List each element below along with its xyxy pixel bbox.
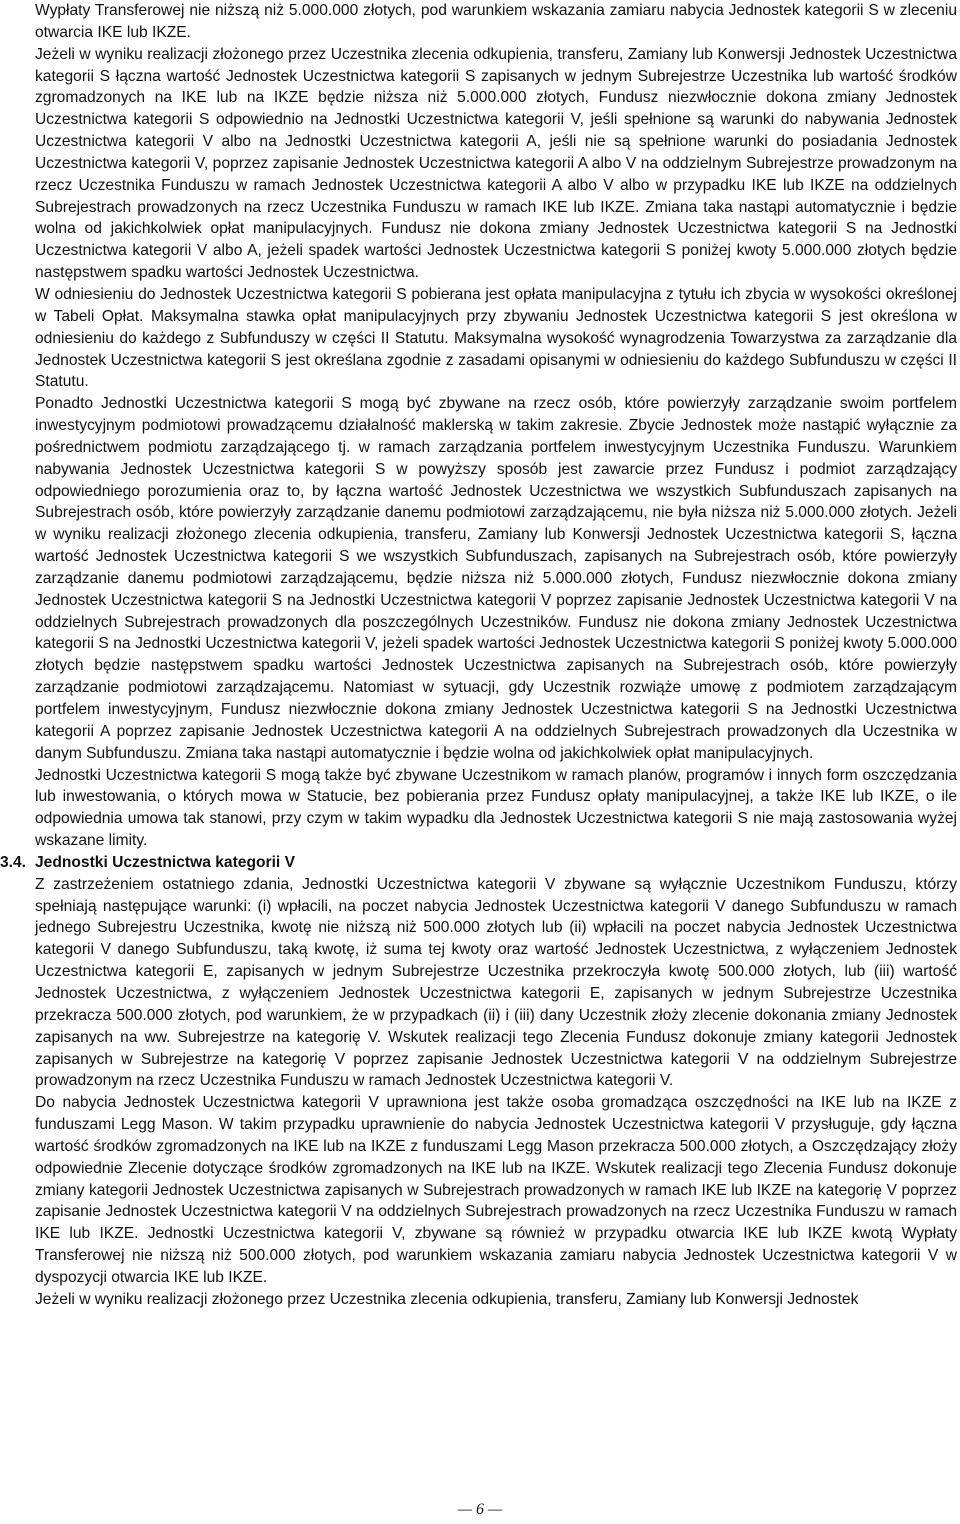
section-heading bbox=[0, 852, 957, 874]
paragraph: Do nabycia Jednostek Uczestnictwa kategorii V uprawniona jest także osoba gromadząca oszczędności na IKE lub na IKZE z funduszami Legg Mason. W takim przypadku uprawnienie do nabycia Jednostek Uczestnictwa kategorii V przysługuje, gdy łączna wartość środków zgromadzonych na IKE lub na IKZE z funduszami Legg Mason przekracza 500.000 złotych, a Oszczędzający złoży odpowiednie Zlecenie dotyczące środków zgromadzonych na IKE lub na IKZE. Wskutek realizacji tego Zlecenia Fundusz dokonuje zmiany kategorii Jednostek Uczestnictwa zapisanych w Subrejestrach prowadzonych w ramach IKE lub IKZE na kategorię V poprzez zapisanie Jednostek Uczestnictwa kategorii V na oddzielnych Subrejestrach prowadzonych na rzecz Uczestnika Funduszu w ramach IKE lub IKZE. Jednostki Uczestnictwa kategorii V, zbywane są również w przypadku otwarcia IKE lub IKZE kwotą Wypłaty Transferowej nie niższą niż 500.000 złotych, pod warunkiem wskazania zamiaru nabycia Jednostek Uczestnictwa kategorii V w dyspozycji otwarcia IKE lub IKZE. bbox=[35, 1094, 957, 1286]
paragraph: Ponadto Jednostki Uczestnictwa kategorii S mogą być zbywane na rzecz osób, które powierzyły zarządzanie swoim portfelem inwestycyjnym podmiotowi prowadzącemu działalność maklerską w takim zakresie. Zbycie Jednostek może nastąpić wyłącznie za pośrednictwem podmiotu zarządzającego tj. w ramach zarządzania portfelem inwestycyjnym Uczestnika Funduszu. Warunkiem nabywania Jednostek Uczestnictwa kategorii S w powyższy sposób jest zawarcie przez Fundusz i podmiot zarządzający odpowiedniego porozumienia oraz to, by łączna wartość Jednostek Uczestnictwa we wszystkich Subfunduszach zapisanych na Subrejestrach osób, które powierzyły zarządzanie danemu podmiotowi zarządzającemu, nie była niższa niż 5.000.000 złotych. Jeżeli w wyniku realizacji złożonego zlecenia odkupienia, transferu, Zamiany lub Konwersji Jednostek Uczestnictwa kategorii S, łączna wartość Jednostek Uczestnictwa kategorii S we wszystkich Subfunduszach, zapisanych na Subrejestrach osób, które powierzyły zarządzanie danemu podmiotowi zarządzającemu, będzie niższa niż 5.000.000 złotych, Fundusz niezwłocznie dokona zmiany Jednostek Uczestnictwa kategorii S na Jednostki Uczestnictwa kategorii V poprzez zapisanie Jednostek Uczestnictwa kategorii V na oddzielnych Subrejestrach prowadzonych dla poszczególnych Uczestników. Fundusz nie dokona zmiany Jednostek Uczestnictwa kategorii S na Jednostki Uczestnictwa kategorii V, jeżeli spadek wartości Jednostek Uczestnictwa kategorii S poniżej kwoty 5.000.000 złotych będzie następstwem spadku wartości Jednostek Uczestnictwa zapisanych na Subrejestrach osób, które powierzyły zarządzanie podmiotowi zarządzającemu. Natomiast w sytuacji, gdy Uczestnik rozwiąże umowę z podmiotem zarządzającym portfelem inwestycyjnym, Fundusz niezwłocznie dokona zmiany Jednostek Uczestnictwa kategorii S na Jednostki Uczestnictwa kategorii A poprzez zapisanie Jednostek Uczestnictwa kategorii A na oddzielnych Subrejestrach prowadzonych dla Uczestnika w danym Subfunduszu. Zmiana taka nastąpi automatycznie i będzie wolna od jakichkolwiek opłat manipulacyjnych. bbox=[35, 395, 957, 762]
paragraph: Jednostki Uczestnictwa kategorii S mogą także być zbywane Uczestnikom w ramach planów, programów i innych form oszczędzania lub inwestowania, o których mowa w Statucie, bez pobierania przez Fundusz opłaty manipulacyjnej, a także IKE lub IKZE, o ile odpowiednia umowa tak stanowi, przy czym w takim wypadku dla Jednostek Uczestnictwa kategorii S nie mają zastosowania wyżej wskazane limity. bbox=[35, 766, 957, 850]
paragraph: Z zastrzeżeniem ostatniego zdania, Jednostki Uczestnictwa kategorii V zbywane są wyłącznie Uczestnikom Funduszu, którzy spełniają następujące warunki: (i) wpłacili, na poczet nabycia Jednostek Uczestnictwa kategorii V danego Subfunduszu w ramach jednego Subrejestru Uczestnika, kwotę nie niższą niż 500.000 złotych lub (ii) wpłacili na poczet nabycia Jednostek Uczestnictwa kategorii V danego Subfunduszu, taką kwotę, iż suma tej kwoty oraz wartość Jednostek Uczestnictwa, z wyłączeniem Jednostek Uczestnictwa kategorii E, zapisanych w jednym Subrejestrze Uczestnika przekroczyła kwotę 500.000 złotych, lub (iii) wartość Jednostek Uczestnictwa, z wyłączeniem Jednostek Uczestnictwa kategorii E, zapisanych w jednym Subrejestrze Uczestnika przekracza 500.000 złotych, pod warunkiem, że w przypadkach (ii) i (iii) dany Uczestnik złoży zlecenie dokonania zmiany Jednostek zapisanych na ww. Subrejestrze na kategorię V. Wskutek realizacji tego Zlecenia Fundusz dokonuje zmiany kategorii Jednostek zapisanych w Subrejestrze na kategorię V poprzez zapisanie Jednostek Uczestnictwa kategorii V na oddzielnym Subrejestrze prowadzonym na rzecz Uczestnika Funduszu w ramach Jednostek Uczestnictwa kategorii V. bbox=[35, 875, 957, 1090]
section-number: 3.4. bbox=[0, 853, 27, 871]
paragraph: W odniesieniu do Jednostek Uczestnictwa kategorii S pobierana jest opłata manipulacyjna z tytułu ich zbycia w wysokości określonej w Tabeli Opłat. Maksymalna stawka opłat manipulacyjnych przy zbywaniu Jednostek Uczestnictwa kategorii S jest określona w odniesieniu do każdego z Subfunduszy w części II Statutu. Maksymalna wysokość wynagrodzenia Towarzystwa za zarządzanie dla Jednostek Uczestnictwa kategorii S jest określana zgodnie z zasadami opisanymi w odniesieniu do każdego Subfunduszu w części II Statutu. bbox=[35, 285, 957, 391]
paragraph: Jeżeli w wyniku realizacji złożonego przez Uczestnika zlecenia odkupienia, transferu, Zamiany lub Konwersji Jednostek bbox=[35, 1290, 859, 1308]
section-title: Jednostki Uczestnictwa kategorii V bbox=[35, 853, 295, 871]
paragraph: Wypłaty Transferowej nie niższą niż 5.000.000 złotych, pod warunkiem wskazania zamiaru nabycia Jednostek kategorii S w zleceniu otwarcia IKE lub IKZE. bbox=[35, 2, 957, 41]
paragraph: Jeżeli w wyniku realizacji złożonego przez Uczestnika zlecenia odkupienia, transferu, Zamiany lub Konwersji Jednostek Uczestnictwa kategorii S łączna wartość Jednostek Uczestnictwa kategorii S zapisanych w jednym Subrejestrze Uczestnika lub wartość środków zgromadzonych na IKE lub na IKZE będzie niższa niż 5.000.000 złotych, Fundusz niezwłocznie dokona zmiany Jednostek Uczestnictwa kategorii S odpowiednio na Jednostki Uczestnictwa kategorii V, jeśli spełnione są warunki do nabywania Jednostek Uczestnictwa kategorii V albo na Jednostki Uczestnictwa kategorii A, jeśli nie są spełnione warunki do posiadania Jednostek Uczestnictwa kategorii V, poprzez zapisanie Jednostek Uczestnictwa kategorii A albo V na oddzielnym Subrejestrze prowadzonym na rzecz Uczestnika Funduszu w ramach Jednostek Uczestnictwa kategorii A albo V albo w przypadku IKE lub IKZE na oddzielnych Subrejestrach prowadzonych na rzecz Uczestnika Funduszu w ramach IKE lub IKZE. Zmiana taka nastąpi automatycznie i będzie wolna od jakichkolwiek opłat manipulacyjnych. Fundusz nie dokona zmiany Jednostek Uczestnictwa kategorii S na Jednostki Uczestnictwa kategorii V albo A, jeżeli spadek wartości Jednostek Uczestnictwa kategorii S poniżej kwoty 5.000.000 złotych będzie następstwem spadku wartości Jednostek Uczestnictwa. bbox=[35, 45, 957, 282]
page-number: — 6 — bbox=[457, 1501, 503, 1518]
